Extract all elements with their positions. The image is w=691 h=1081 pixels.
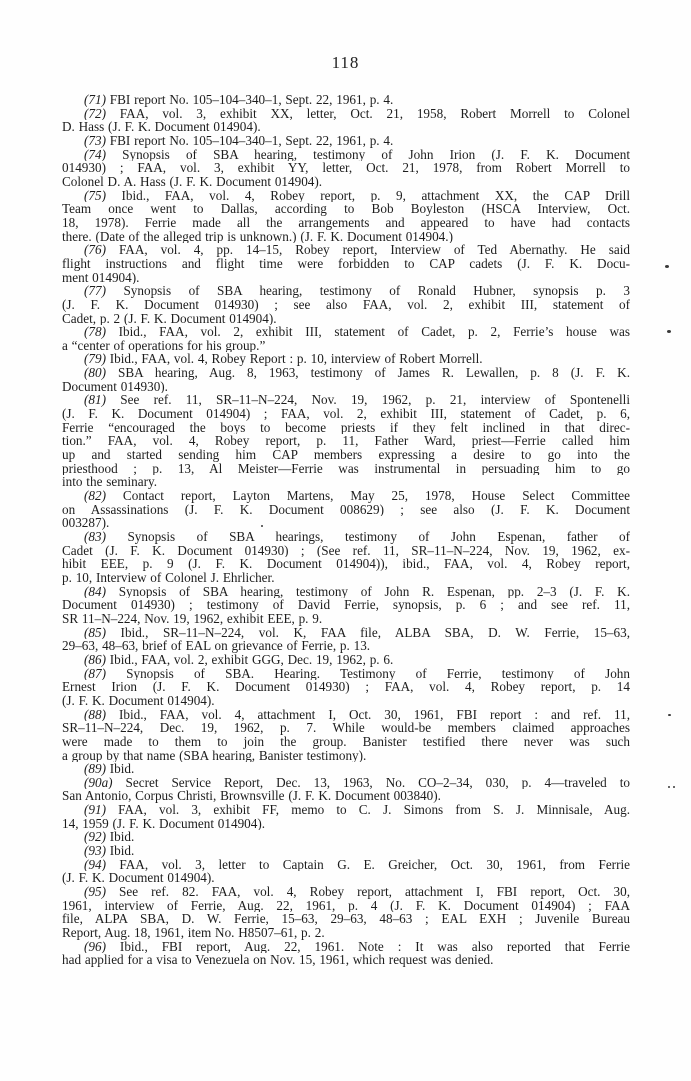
- footnote-number: (89): [84, 762, 106, 776]
- footnote-line: (85) Ibid., SR–11–N–224, vol. K, FAA file, ALBA SBA, D. W. Ferrie, 15–63,: [84, 625, 630, 640]
- footnote-number: (76): [84, 243, 106, 257]
- footnote-line: tion.” FAA, vol. 4, Robey report, p. 11, Father Ward, priest—Ferrie called him: [62, 434, 630, 449]
- footnote-line: (96) Ibid., FBI report, Aug. 22, 1961. Note : It was also reported that Ferrie: [84, 939, 630, 954]
- page-number: 118: [331, 53, 360, 72]
- footnote-line: (76) FAA, vol. 4, pp. 14–15, Robey report, Interview of Ted Abernathy. He said: [84, 243, 630, 257]
- footnote-line: Ferrie “encouraged the boys to become priests if they felt inclined in that direc-: [62, 420, 630, 435]
- footnote-line: Cadet (J. F. K. Document 014930) ; (See ref. 11, SR–11–N–224, Nov. 19, 1962, ex-: [62, 543, 630, 558]
- footnote-line: (80) SBA hearing, Aug. 8, 1963, testimony of James R. Lewallen, p. 8 (J. F. K.: [84, 366, 630, 380]
- print-speck: [668, 714, 671, 716]
- footnote-number: (92): [84, 830, 106, 845]
- footnote-line: p. 10, Interview of Colonel J. Ehrlicher.: [62, 570, 275, 585]
- footnote-line: Cadet, p. 2 (J. F. K. Document 014904).: [62, 311, 277, 326]
- footnote-line: had applied for a visa to Venezuela on Nov. 15, 1961, which request was denied.: [62, 953, 494, 967]
- footnote-line: (79) Ibid., FAA, vol. 4, Robey Report : p. 10, interview of Robert Morrell.: [84, 352, 483, 367]
- footnote-number: (85): [84, 625, 106, 640]
- footnote-line: Document 014930) ; testimony of David Ferrie, synopsis, p. 6 ; and see ref. 11,: [62, 598, 630, 612]
- footnote-line: Report, Aug. 18, 1961, item No. H8507–61, p. 2.: [62, 926, 325, 940]
- footnote-line: were made to them to join the group. Banister testified there never was such: [62, 734, 630, 749]
- footnote-line: flight instructions and flight time were forbidden to CAP cadets (J. F. K. Docu-: [62, 256, 630, 271]
- print-speck: [665, 265, 669, 268]
- footnote-line: Team once went to Dallas, according to Bob Boyleston (HSCA Interview, Oct.: [62, 202, 630, 216]
- footnote-line: hibit EEE, p. 9 (J. F. K. Document 014904)), ibid., FAA, vol. 4, Robey report,: [62, 557, 630, 571]
- footnote-line: a “center of operations for his group.”: [62, 338, 266, 353]
- footnote-number: (74): [84, 147, 106, 162]
- footnote-number: (96): [84, 939, 106, 954]
- footnote-number: (95): [84, 885, 106, 899]
- footnote-line: (90a) Secret Service Report, Dec. 13, 1963, No. CO–2–34, 030, p. 4—traveled to: [84, 775, 630, 790]
- footnote-line: (77) Synopsis of SBA hearing, testimony of Ronald Hubner, synopsis p. 3: [84, 284, 630, 298]
- footnote-line: file, ALPA SBA, D. W. Ferrie, 15–63, 29–63, 48–63 ; EAL EXH ; Juvenile Bureau: [62, 912, 630, 927]
- footnote-line: (91) FAA, vol. 3, exhibit FF, memo to C. J. Simons from S. J. Minnisale, Aug.: [84, 803, 630, 817]
- footnote-number: (72): [84, 106, 106, 121]
- footnote-line: up and started sending him CAP members expressing a desire to go into the: [62, 448, 630, 462]
- footnote-line: (82) Contact report, Layton Martens, May 25, 1978, House Select Committee: [84, 489, 630, 503]
- footnote-number: (80): [84, 366, 106, 380]
- footnote-line: 14, 1959 (J. F. K. Document 014904).: [62, 816, 266, 831]
- footnote-number: (86): [84, 652, 106, 667]
- footnote-line: San Antonio, Corpus Christi, Brownsville (J. F. K. Document 003840).: [62, 789, 441, 804]
- print-speck: [667, 330, 671, 333]
- footnote-line: (J. F. K. Document 014904) ; FAA, vol. 2, exhibit III, statement of Cadet, p. 6,: [62, 407, 630, 421]
- footnote-line: D. Hass (J. F. K. Document 014904).: [62, 120, 261, 134]
- footnote-number: (73): [84, 133, 106, 148]
- print-speck: [668, 786, 670, 788]
- footnote-line: (94) FAA, vol. 3, letter to Captain G. E. Greicher, Oct. 30, 1961, from Ferrie: [84, 857, 630, 872]
- footnote-line: 29–63, 48–63, brief of EAL on grievance of Ferrie, p. 13.: [62, 639, 371, 653]
- footnote-line: on Assassinations (J. F. K. Document 008629) ; see also (J. F. K. Document: [62, 502, 630, 517]
- footnote-number: (94): [84, 857, 106, 872]
- footnote-line: (89) Ibid.: [84, 762, 135, 776]
- footnote-line: (86) Ibid., FAA, vol. 2, exhibit GGG, Dec. 19, 1962, p. 6.: [84, 652, 394, 667]
- footnote-line: 1961, interview of Ferrie, Aug. 22, 1961, p. 4 (J. F. K. Document 014904) ; FAA: [62, 898, 630, 913]
- footnote-number: (91): [84, 803, 106, 817]
- footnote-line: ment 014904).: [62, 270, 140, 285]
- footnote-line: (J. F. K. Document 014930) ; see also FAA, vol. 2, exhibit III, statement of: [62, 297, 630, 312]
- footnote-number: (79): [84, 352, 106, 367]
- footnote-number: (75): [84, 188, 106, 203]
- footnote-line: 003287).: [62, 516, 110, 530]
- footnote-line: (J. F. K. Document 014904).: [62, 693, 215, 708]
- footnote-line: a group by that name (SBA hearing, Banister testimony).: [62, 748, 367, 763]
- footnote-line: 014930) ; FAA, vol. 3, exhibit YY, letter, Oct. 21, 1978, from Robert Morrell to: [62, 161, 630, 175]
- footnote-line: (78) Ibid., FAA, vol. 2, exhibit III, statement of Cadet, p. 2, Ferrie’s house was: [84, 325, 630, 339]
- footnote-number: (81): [84, 393, 106, 408]
- footnote-line: there. (Date of the alleged trip is unknown.) (J. F. K. Document 014904.): [62, 229, 453, 244]
- footnote-line: SR–11–N–224, Dec. 19, 1962, p. 7. While would-be members claimed approaches: [62, 721, 630, 735]
- footnote-line: (87) Synopsis of SBA. Hearing. Testimony of Ferrie, testimony of John: [84, 666, 630, 681]
- footnote-line: (J. F. K. Document 014904).: [62, 871, 215, 886]
- footnote-line: (72) FAA, vol. 3, exhibit XX, letter, Oct. 21, 1958, Robert Morrell to Colonel: [84, 106, 630, 121]
- footnote-number: (90a): [84, 775, 113, 790]
- print-speck: [261, 525, 263, 527]
- footnote-line: (95) See ref. 82. FAA, vol. 4, Robey report, attachment I, FBI report, Oct. 30,: [84, 885, 630, 899]
- footnotes-list: [62, 93, 630, 967]
- footnote-line: Ernest Irion (J. F. K. Document 014930) ; FAA, vol. 4, Robey report, p. 14: [62, 680, 630, 694]
- footnote-line: (71) FBI report No. 105–104–340–1, Sept. 22, 1961, p. 4.: [84, 93, 394, 107]
- footnote-number: (83): [84, 530, 106, 544]
- footnote-line: (83) Synopsis of SBA hearings, testimony of John Espenan, father of: [84, 530, 630, 544]
- footnote-number: (93): [84, 844, 106, 858]
- footnote-number: (88): [84, 707, 106, 722]
- footnote-line: into the seminary.: [62, 475, 157, 490]
- footnote-line: (93) Ibid.: [84, 844, 135, 858]
- footnote-line: (74) Synopsis of SBA hearing, testimony of John Irion (J. F. K. Document: [84, 147, 630, 162]
- footnote-line: (73) FBI report No. 105–104–340–1, Sept. 22, 1961, p. 4.: [84, 133, 394, 148]
- footnote-line: (92) Ibid.: [84, 830, 135, 845]
- print-speck: [673, 786, 675, 788]
- footnote-line: (84) Synopsis of SBA hearing, testimony of John R. Espenan, pp. 2–3 (J. F. K.: [84, 584, 630, 599]
- footnote-number: (87): [84, 666, 106, 681]
- footnote-line: Colonel D. A. Hass (J. F. K. Document 014904).: [62, 174, 323, 189]
- footnote-line: (75) Ibid., FAA, vol. 4, Robey report, p. 9, attachment XX, the CAP Drill: [84, 188, 630, 203]
- footnote-line: (88) Ibid., FAA, vol. 4, attachment I, Oct. 30, 1961, FBI report : and ref. 11,: [84, 707, 630, 722]
- footnote-line: 18, 1978). Ferrie made all the arrangements and appeared to have had contacts: [62, 215, 630, 230]
- footnote-number: (84): [84, 584, 106, 599]
- footnote-number: (77): [84, 284, 106, 298]
- footnote-line: SR 11–N–224, Nov. 19, 1962, exhibit EEE, p. 9.: [62, 611, 323, 626]
- footnote-number: (78): [84, 325, 106, 339]
- footnote-line: Document 014930).: [62, 379, 168, 394]
- footnote-line: priesthood ; p. 13, Al Meister—Ferrie was instrumental in persuading him to go: [62, 461, 630, 476]
- footnote-number: (82): [84, 489, 106, 503]
- footnote-line: (81) See ref. 11, SR–11–N–224, Nov. 19, 1962, p. 21, interview of Spontenelli: [84, 393, 630, 408]
- footnote-number: (71): [84, 93, 106, 107]
